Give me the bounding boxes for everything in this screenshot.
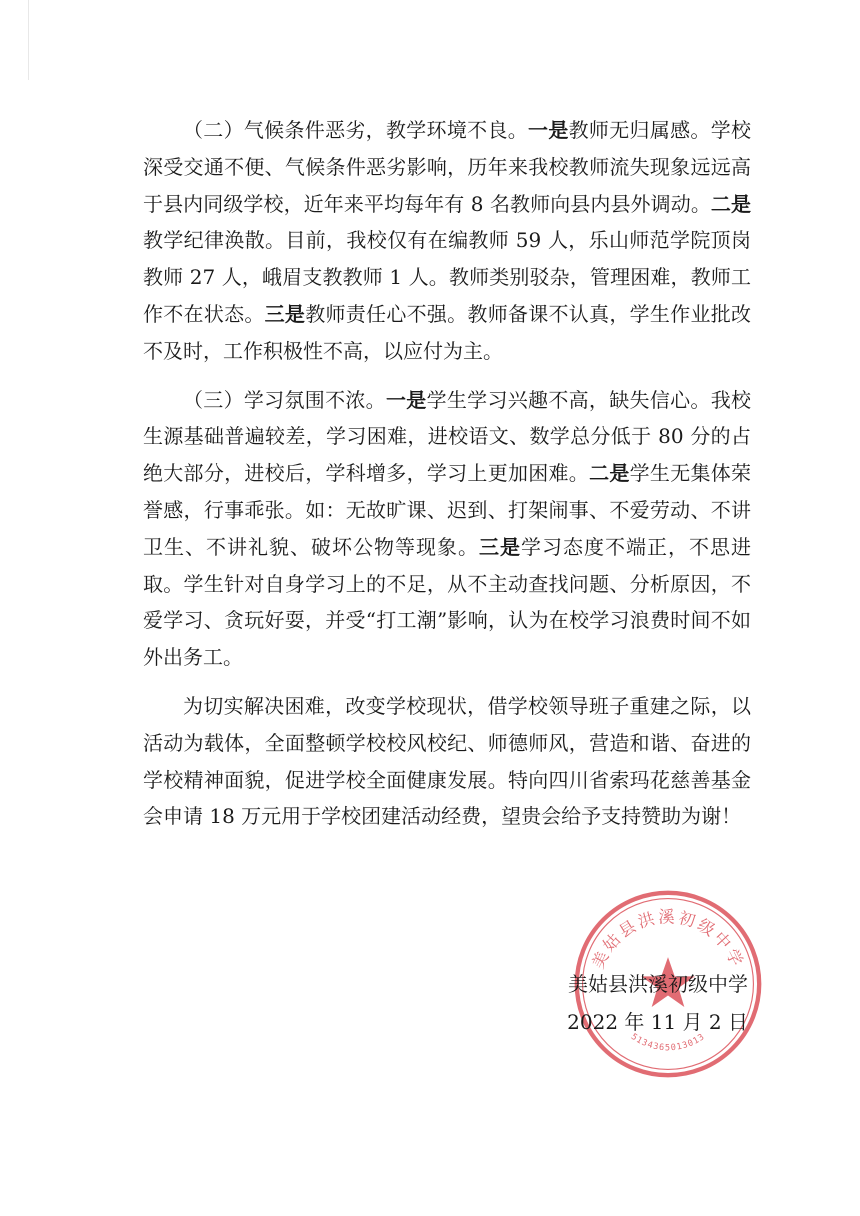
paragraph-climate <box>143 112 751 370</box>
seal-number: 5134365013013 <box>628 1031 708 1054</box>
document-body <box>143 112 751 847</box>
signature-block <box>567 965 748 1041</box>
signature-date: 2022 年 11 月 2 日 <box>567 1010 748 1034</box>
paragraph-segment: 教学纪律涣散。目前，我校仅有在编教师 59 人，乐山师范学院顶岗教师 27 人，峨眉支教教师 1 人。教师类别驳杂，管理困难，教师工作不在状态。 <box>143 228 751 326</box>
paragraph-segment: 教师无归属感。学校深受交通不便、气候条件恶劣影响，历年来我校教师流失现象远远高于县内同级学校，近年来平均每年有 8 名教师向县内县外调动。 <box>143 118 752 216</box>
paragraph-emphasis: 一是 <box>385 387 427 412</box>
paragraph-emphasis: 三是 <box>264 301 306 326</box>
paragraph-emphasis: 二是 <box>710 191 751 216</box>
paragraph-emphasis: 三是 <box>479 534 521 559</box>
paragraph-request <box>143 688 751 835</box>
scan-artifact-line <box>28 0 29 80</box>
paragraph-emphasis: 一是 <box>528 118 569 142</box>
paragraph-learning <box>143 382 751 676</box>
paragraph-segment: 学习态度不端正，不思进取。学生针对自身学习上的不足，从不主动查找问题、分析原因，不爱学习、贪玩好耍，并受“打工潮”影响，认为在校学习浪费时间不如外出务工。 <box>143 534 751 670</box>
paragraph-segment: 学生无集体荣誉感，行事乖张。如：无故旷课、迟到、打架闹事、不爱劳动、不讲卫生、不讲礼貌、破坏公物等现象。 <box>143 461 752 559</box>
paragraph-emphasis: 二是 <box>589 461 630 486</box>
paragraph-segment: 教师责任心不强。教师备课不认真，学生作业批改不及时，工作积极性不高，以应付为主。 <box>143 301 752 363</box>
paragraph-segment: 为切实解决困难，改变学校现状，借学校领导班子重建之际，以活动为载体，全面整顿学校校风校纪、师德师风，营造和谐、奋进的学校精神面貌，促进学校全面健康发展。特向四川省索玛花慈善基金会申请 18 万元用于学校团建活动经费，望贵会给予支持赞助为谢！ <box>143 693 751 829</box>
seal-text: 美姑县洪溪初级中学 <box>588 907 748 972</box>
paragraph-segment: 学生学习兴趣不高，缺失信心。我校生源基础普遍较差，学习困难，进校语文、数学总分低于 80 分的占绝大部分，进校后，学科增多，学习上更加困难。 <box>143 387 752 486</box>
paragraph-segment: （二）气候条件恶劣，教学环境不良。 <box>183 118 529 142</box>
paragraph-segment: （三）学习氛围不浓。 <box>183 387 386 412</box>
signature-organization: 美姑县洪溪初级中学 <box>568 972 748 996</box>
